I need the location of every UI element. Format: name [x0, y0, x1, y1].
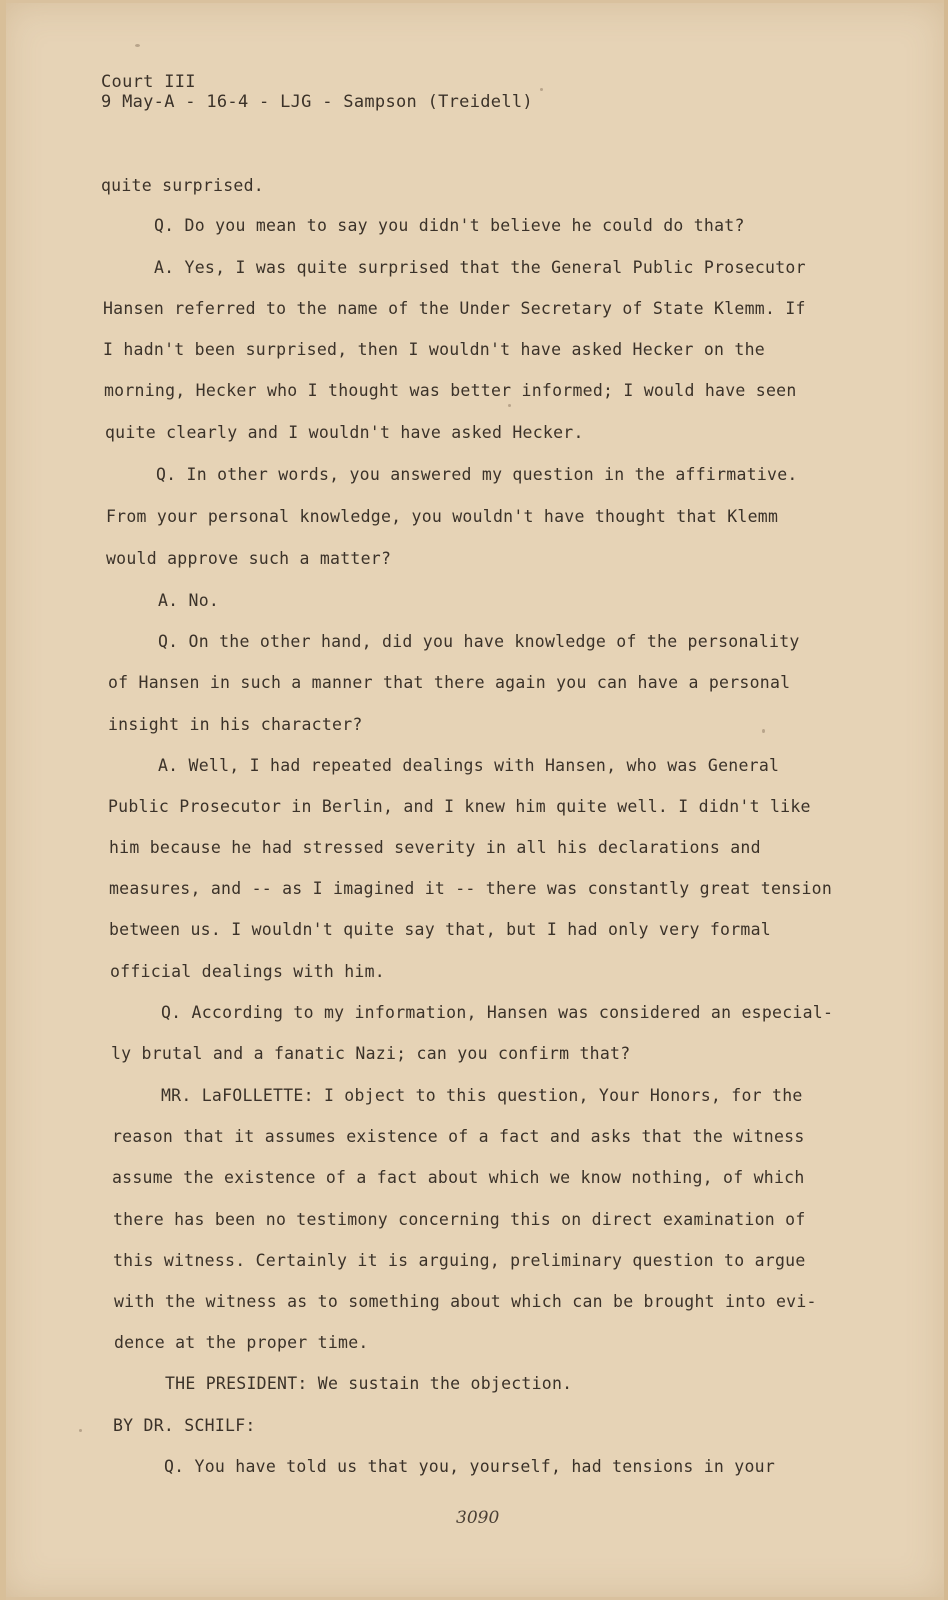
transcript-line: Q. You have told us that you, yourself, had tensions in your	[164, 1457, 776, 1476]
transcript-line: BY DR. SCHILF:	[113, 1416, 256, 1435]
transcript-line: From your personal knowledge, you wouldn't have thought that Klemm	[106, 507, 779, 526]
paper-speck	[135, 44, 140, 47]
transcript-line: insight in his character?	[108, 715, 363, 734]
transcript-line: quite clearly and I wouldn't have asked Hecker.	[105, 423, 584, 442]
paper-speck	[508, 404, 511, 407]
transcript-line: Public Prosecutor in Berlin, and I knew him quite well. I didn't like	[108, 797, 811, 816]
transcript-line: this witness. Certainly it is arguing, preliminary question to argue	[113, 1251, 806, 1270]
transcript-line: between us. I wouldn't quite say that, but I had only very formal	[109, 920, 771, 939]
transcript-line: Q. According to my information, Hansen was considered an especial-	[161, 1003, 834, 1022]
transcript-line: with the witness as to something about which can be brought into evi-	[114, 1292, 817, 1311]
transcript-line: I hadn't been surprised, then I wouldn't have asked Hecker on the	[103, 340, 765, 359]
transcript-line: Q. Do you mean to say you didn't believe he could do that?	[154, 216, 745, 235]
transcript-line: quite surprised.	[101, 176, 264, 195]
paper-speck	[540, 88, 543, 91]
transcript-line: reason that it assumes existence of a fact and asks that the witness	[112, 1127, 805, 1146]
transcript-line: of Hansen in such a manner that there again you can have a personal	[108, 673, 791, 692]
paper-speck	[762, 729, 765, 733]
transcript-line: ly brutal and a fanatic Nazi; can you confirm that?	[111, 1044, 631, 1063]
transcript-line: Hansen referred to the name of the Under Secretary of State Klemm. If	[103, 299, 806, 318]
transcript-line: official dealings with him.	[110, 962, 385, 981]
transcript-line: would approve such a matter?	[106, 549, 392, 568]
transcript-line: Q. In other words, you answered my question in the affirmative.	[156, 465, 798, 484]
transcript-line: him because he had stressed severity in all his declarations and	[109, 838, 761, 857]
transcript-line: assume the existence of a fact about which we know nothing, of which	[112, 1168, 805, 1187]
header-court: Court III	[101, 72, 196, 92]
transcript-line: MR. LaFOLLETTE: I object to this question, Your Honors, for the	[161, 1086, 803, 1105]
transcript-line: A. Yes, I was quite surprised that the General Public Prosecutor	[154, 258, 806, 277]
transcript-line: dence at the proper time.	[114, 1333, 369, 1352]
transcript-line: measures, and -- as I imagined it -- there was constantly great tension	[109, 879, 833, 898]
header-session-info: 9 May-A - 16-4 - LJG - Sampson (Treidell)	[101, 92, 533, 112]
transcript-line: THE PRESIDENT: We sustain the objection.	[165, 1374, 573, 1393]
transcript-line: A. No.	[158, 591, 220, 610]
page-number: 3090	[456, 1508, 500, 1528]
transcript-line: Q. On the other hand, did you have knowledge of the personality	[158, 632, 800, 651]
paper-speck	[79, 1429, 82, 1432]
transcript-line: there has been no testimony concerning this on direct examination of	[113, 1210, 806, 1229]
transcript-line: A. Well, I had repeated dealings with Hansen, who was General	[158, 756, 780, 775]
transcript-line: morning, Hecker who I thought was better informed; I would have seen	[104, 381, 797, 400]
